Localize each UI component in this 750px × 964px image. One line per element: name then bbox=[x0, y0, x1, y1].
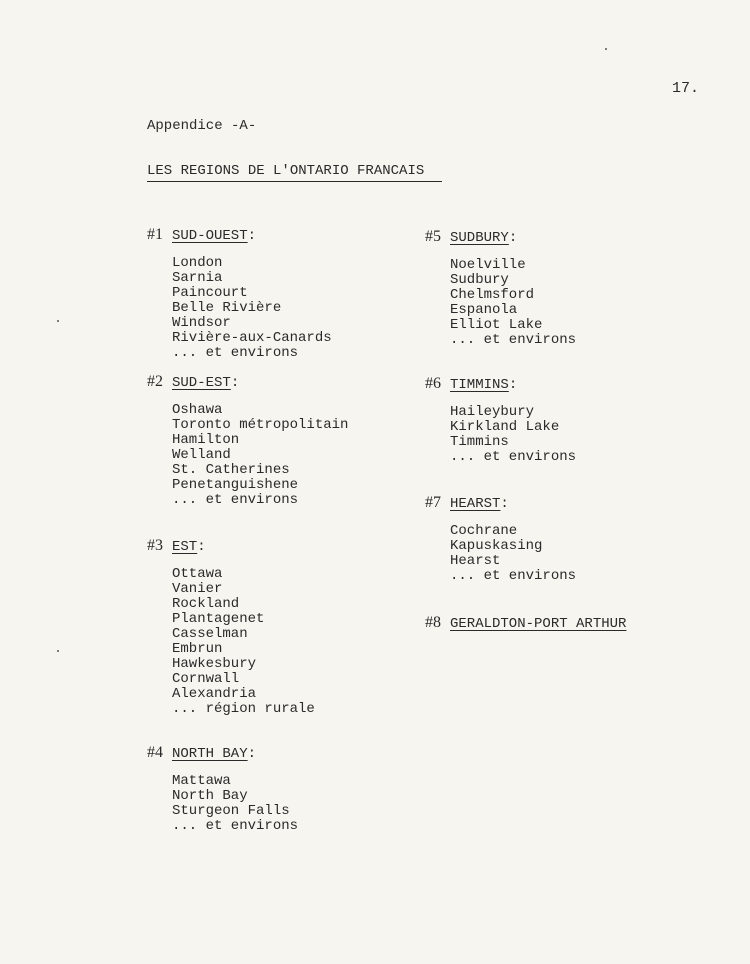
paper-speck bbox=[57, 650, 59, 652]
region-colon: : bbox=[197, 539, 206, 555]
region-name: GERALDTON-PORT ARTHUR bbox=[450, 616, 627, 632]
region-number: #4 bbox=[147, 744, 163, 761]
region-heading bbox=[147, 744, 298, 762]
region-number: #6 bbox=[425, 375, 441, 392]
city-item: ... et environs bbox=[172, 492, 299, 508]
region-heading bbox=[425, 375, 576, 393]
region-2 bbox=[147, 373, 348, 508]
city-item: ... et environs bbox=[172, 818, 299, 834]
city-item: Haileybury bbox=[450, 404, 535, 420]
city-item: Kapuskasing bbox=[450, 538, 543, 554]
region-number: #8 bbox=[425, 614, 441, 631]
city-item: Welland bbox=[172, 447, 231, 463]
page-title: LES REGIONS DE L'ONTARIO FRANCAIS bbox=[147, 163, 442, 182]
page-number: 17. bbox=[672, 80, 700, 97]
city-list bbox=[172, 403, 348, 508]
city-item: Toronto métropolitain bbox=[172, 417, 349, 433]
region-heading bbox=[147, 537, 315, 555]
region-5 bbox=[425, 228, 576, 348]
city-item: Sudbury bbox=[450, 272, 509, 288]
region-colon: : bbox=[247, 228, 257, 244]
region-3 bbox=[147, 537, 315, 717]
region-4 bbox=[147, 744, 298, 834]
city-item: Alexandria bbox=[172, 686, 257, 702]
region-number: #1 bbox=[147, 226, 163, 243]
paper-speck bbox=[605, 48, 607, 50]
city-item: ... région rurale bbox=[172, 701, 315, 717]
city-item: ... et environs bbox=[450, 449, 577, 465]
region-1 bbox=[147, 226, 332, 361]
paper-speck bbox=[57, 320, 59, 322]
city-item: ... et environs bbox=[172, 345, 299, 361]
city-item: Kirkland Lake bbox=[450, 419, 560, 435]
region-colon: : bbox=[230, 375, 240, 391]
city-item: Espanola bbox=[450, 302, 518, 318]
region-name: SUD-EST bbox=[172, 375, 231, 391]
city-item: Noelville bbox=[450, 257, 526, 273]
city-item: Casselman bbox=[172, 626, 248, 642]
appendix-label: Appendice -A- bbox=[147, 118, 257, 134]
city-item: Mattawa bbox=[172, 773, 231, 789]
region-colon: : bbox=[508, 377, 518, 393]
city-item: Timmins bbox=[450, 434, 509, 450]
region-number: #3 bbox=[147, 537, 163, 554]
region-7 bbox=[425, 494, 576, 584]
region-name: EST bbox=[172, 539, 198, 555]
region-colon: : bbox=[500, 496, 509, 512]
region-number: #5 bbox=[425, 228, 441, 245]
city-item: Elliot Lake bbox=[450, 317, 543, 333]
city-item: Vanier bbox=[172, 581, 223, 597]
city-list bbox=[172, 256, 332, 361]
city-list bbox=[450, 524, 576, 584]
city-list bbox=[172, 774, 298, 834]
region-colon: : bbox=[247, 746, 257, 762]
region-heading bbox=[147, 226, 332, 244]
region-heading bbox=[425, 228, 576, 246]
city-item: Sturgeon Falls bbox=[172, 803, 290, 819]
region-name: SUD-OUEST bbox=[172, 228, 248, 244]
city-item: Cochrane bbox=[450, 523, 518, 539]
city-item: Embrun bbox=[172, 641, 223, 657]
region-heading bbox=[425, 494, 576, 512]
city-item: Plantagenet bbox=[172, 611, 265, 627]
city-list bbox=[450, 405, 576, 465]
city-item: Belle Rivière bbox=[172, 300, 282, 316]
region-number: #7 bbox=[425, 494, 441, 511]
city-item: Ottawa bbox=[172, 566, 223, 582]
city-list bbox=[172, 567, 315, 717]
city-item: Penetanguishene bbox=[172, 477, 299, 493]
city-item: Hawkesbury bbox=[172, 656, 257, 672]
city-item: Rivière-aux-Canards bbox=[172, 330, 332, 346]
city-item: Rockland bbox=[172, 596, 240, 612]
region-name: HEARST bbox=[450, 496, 501, 512]
region-heading bbox=[147, 373, 348, 391]
region-heading bbox=[425, 614, 626, 632]
region-name: SUDBURY bbox=[450, 230, 509, 246]
city-item: St. Catherines bbox=[172, 462, 290, 478]
region-colon: : bbox=[508, 230, 518, 246]
city-item: ... et environs bbox=[450, 332, 577, 348]
city-item: ... et environs bbox=[450, 568, 577, 584]
city-item: Chelmsford bbox=[450, 287, 535, 303]
city-item: Paincourt bbox=[172, 285, 248, 301]
city-item: Hamilton bbox=[172, 432, 240, 448]
city-list bbox=[450, 258, 576, 348]
city-item: Windsor bbox=[172, 315, 231, 331]
city-item: Cornwall bbox=[172, 671, 240, 687]
region-name: TIMMINS bbox=[450, 377, 509, 393]
region-6 bbox=[425, 375, 576, 465]
city-item: Hearst bbox=[450, 553, 501, 569]
city-item: North Bay bbox=[172, 788, 248, 804]
region-number: #2 bbox=[147, 373, 163, 390]
city-item: Sarnia bbox=[172, 270, 223, 286]
region-name: NORTH BAY bbox=[172, 746, 248, 762]
city-item: London bbox=[172, 255, 223, 271]
city-item: Oshawa bbox=[172, 402, 223, 418]
region-8 bbox=[425, 614, 626, 632]
